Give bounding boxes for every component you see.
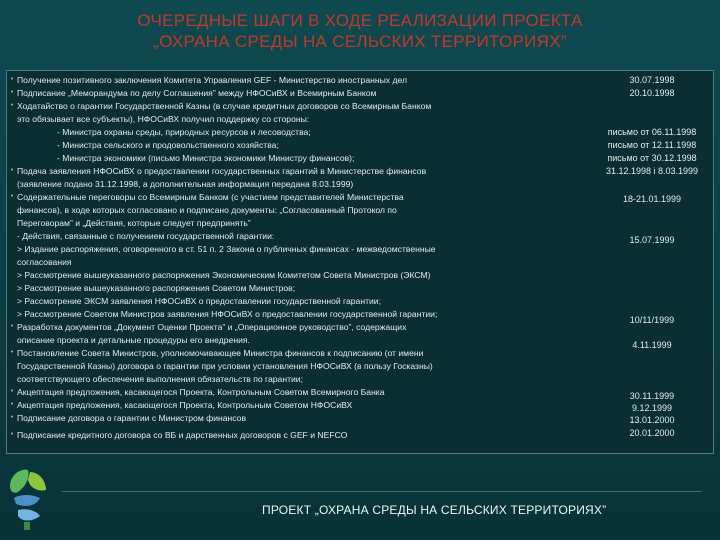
bullet-icon: •: [10, 323, 14, 330]
step-row: Государственной Казны) договора о гарантии при условии установления НФОСиВХ (в пользу Госказны): [17, 361, 433, 371]
step-row: описание проекта и детальные процедуры его внедрения.: [17, 335, 250, 345]
step-date: письмо от 30.12.1998: [607, 153, 697, 163]
title-line-2: „ОХРАНА СРЕДЫ НА СЕЛЬСКИХ ТЕРРИТОРИЯХ”: [153, 32, 567, 51]
step-row: - Министра охраны среды, природных ресурсов и лесоводства;: [57, 127, 311, 137]
step-row: Переговорам” и „Действия, которые следует предпринять”: [17, 218, 251, 228]
step-row: - Министра сельского и продовольственного хозяйства;: [57, 140, 279, 150]
steps-panel: [6, 70, 714, 454]
step-date: 30.11.1999: [629, 391, 675, 401]
step-row: • Подписание кредитного договора со ВБ и дарственных договоров с GEF и NEFCO: [7, 429, 715, 441]
step-date: письмо от 12.11.1998: [607, 140, 697, 150]
step-row: > Издание распоряжения, оговоренного в ст. 51 п. 2 Закона о публичных финансах - межведомственные: [17, 244, 436, 254]
step-row: • Акцептация предложения, касающегося Проекта, Контрольным Советом Всемирного Банка: [7, 386, 715, 398]
footer-divider: [62, 491, 702, 492]
bullet-icon: •: [10, 193, 14, 200]
step-row: - Действия, связанные с получением государственной гарантии:: [17, 231, 275, 241]
step-row: финансов), в ходе которых согласовано и подписано документы: „Согласованный Протокол по: [17, 205, 397, 215]
step-row: > Рассмотрение вышеуказанного распоряжения Экономическим Комитетом Совета Министров (ЭКСМ): [17, 270, 431, 280]
step-date: 20.01.2000: [629, 428, 675, 438]
slide-title: [0, 10, 720, 52]
step-row: • Получение позитивного заключения Комитета Управления GEF - Министерство иностранных дел: [7, 74, 715, 86]
step-row: • Подписание „Меморандума по делу Соглашения” между НФОСиВХ и Всемирным Банком: [7, 87, 715, 99]
step-row: > Рассмотрение ЭКСМ заявления НФОСиВХ о предоставлении государственной гарантии;: [17, 296, 381, 306]
bullet-icon: •: [10, 76, 14, 83]
step-date: 4.11.1999: [632, 340, 672, 350]
step-date: 18-21.01.1999: [622, 194, 682, 204]
step-row: • Разработка документов „Документ Оценки Проекта” и „Операционное руководство”, содержащих: [7, 321, 715, 333]
step-row: • Акцептация предложения, касающегося Проекта, Контрольным Советом НФОСиВХ: [7, 399, 715, 411]
step-date: 15.07.1999: [629, 235, 675, 245]
step-row: • Постановление Совета Министров, уполномочивающее Министра финансов к подписанию (от имени: [7, 347, 715, 359]
step-row: это обязывает все субъекты), НФОСиВХ получил поддержку со стороны:: [17, 114, 310, 124]
bullet-icon: •: [10, 401, 14, 408]
bullet-icon: •: [10, 167, 14, 174]
bullet-icon: •: [10, 431, 14, 438]
footer-title: ПРОЕКТ „ОХРАНА СРЕДЫ НА СЕЛЬСКИХ ТЕРРИТОРИЯХ”: [262, 503, 607, 517]
step-row: • Ходатайство о гарантии Государственной Казны (в случае кредитных договоров со Всемирным Банком: [7, 100, 715, 112]
bullet-icon: •: [10, 414, 14, 421]
step-date: 10/11/1999: [629, 315, 675, 325]
bullet-icon: •: [10, 89, 14, 96]
step-row: • Содержательные переговоры со Всемирным Банком (с участием представителей Министерства: [7, 191, 715, 203]
step-row: согласования: [17, 257, 72, 267]
bullet-icon: •: [10, 388, 14, 395]
step-date: письмо от 06.11.1998: [607, 127, 697, 137]
bullet-icon: •: [10, 102, 14, 109]
project-logo: [6, 464, 50, 532]
title-line-1: ОЧЕРЕДНЫЕ ШАГИ В ХОДЕ РЕАЛИЗАЦИИ ПРОЕКТА: [137, 11, 583, 30]
step-row: (заявление подано 31.12.1998, а дополнительная информация передана 8.03.1999): [17, 179, 354, 189]
step-date: 31.12.1998 i 8.03.1999: [605, 166, 699, 176]
bullet-icon: •: [10, 349, 14, 356]
step-date: 20.10.1998: [629, 88, 675, 98]
step-row: • Подача заявления НФОСиВХ о предоставлении государственных гарантий в Министерстве финансов: [7, 165, 715, 177]
step-row: > Рассмотрение вышеуказанного распоряжения Советом Министров;: [17, 283, 296, 293]
step-date: 13.01.2000: [629, 415, 675, 425]
step-date: 9.12.1999: [631, 403, 673, 413]
step-row: • Подписание договора о гарантии с Министром финансов: [7, 412, 715, 424]
step-date: 30.07.1998: [629, 75, 675, 85]
step-row: - Министра экономики (письмо Министра экономики Министру финансов);: [57, 153, 355, 163]
step-row: соответствующего обеспечения выполнения обязательств по гарантии;: [17, 374, 303, 384]
step-row: > Рассмотрение Советом Министров заявления НФОСиВХ о предоставлении государственной гарантии;: [17, 309, 438, 319]
